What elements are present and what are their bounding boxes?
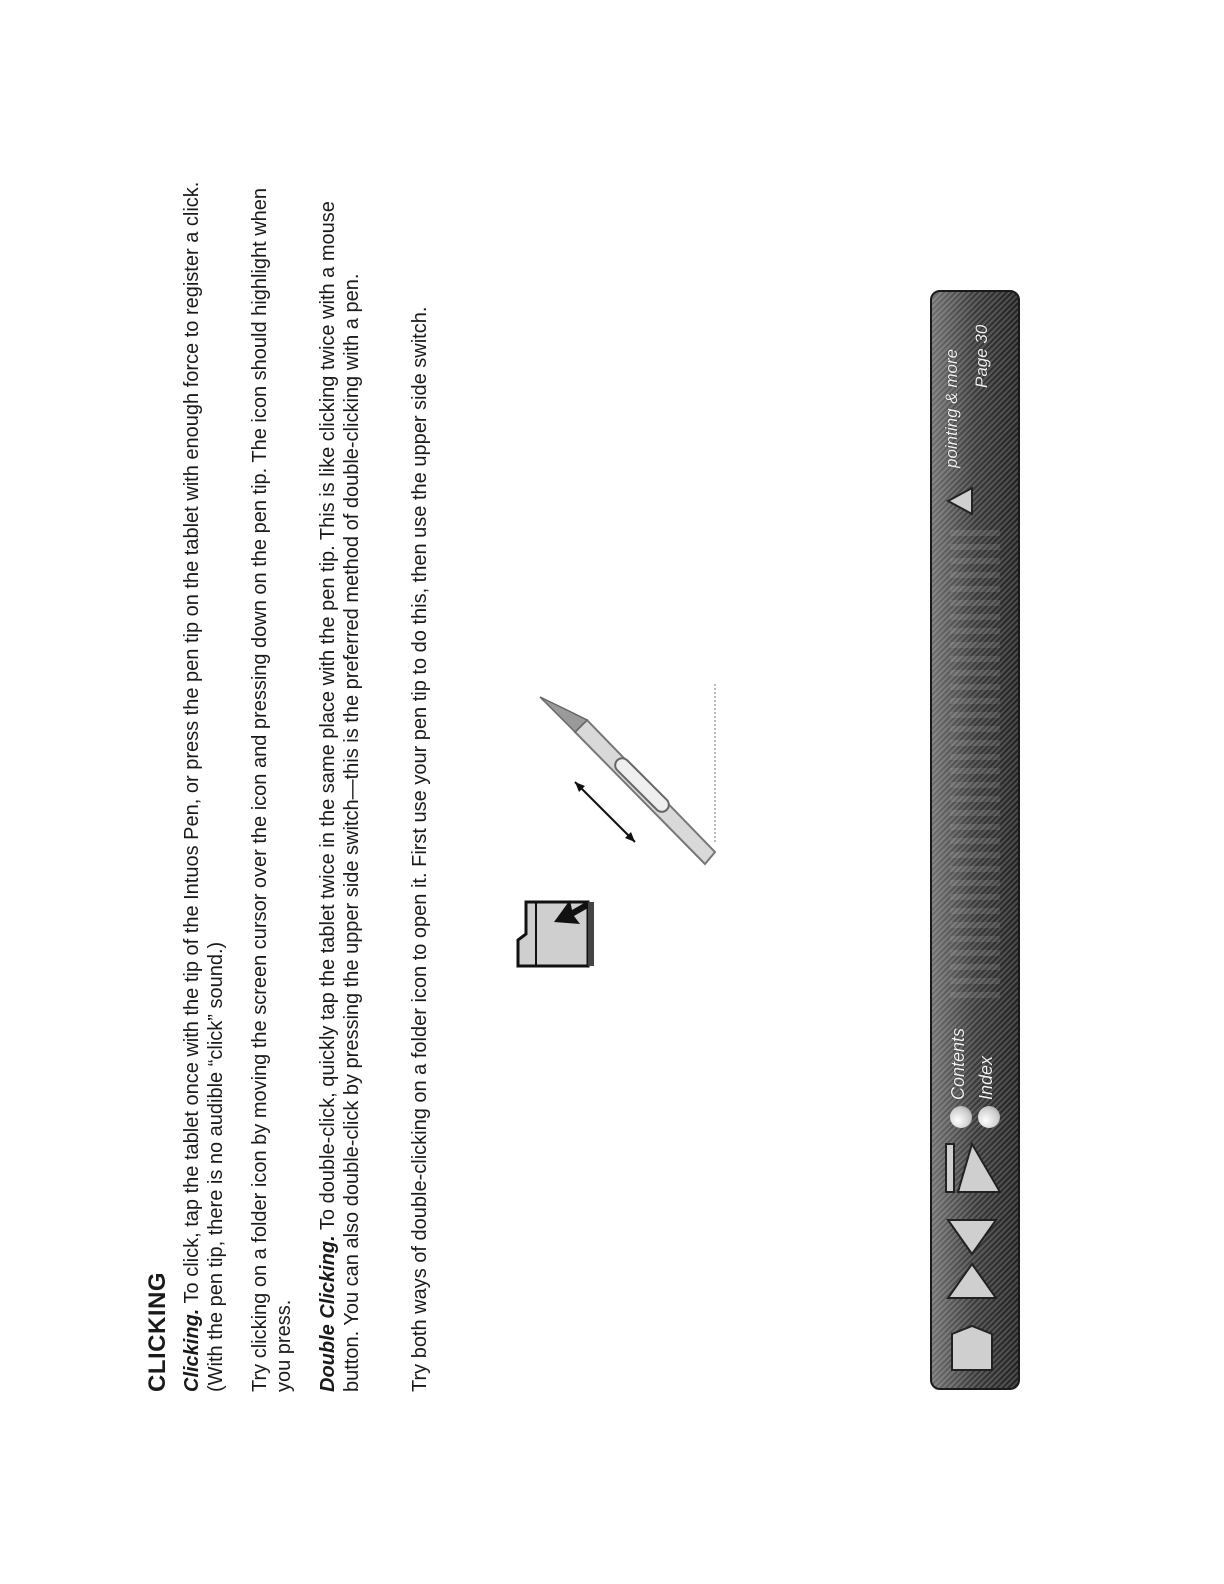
paragraph-lead: Double Clicking. <box>317 1235 339 1392</box>
page-number: Page 30 <box>972 324 991 388</box>
paragraph-double-clicking <box>316 152 364 1392</box>
pen-icon <box>515 672 725 882</box>
paragraph-text: To click, tap the tablet once with the tip of the Intuos Pen, or press the pen tip on the tablet with enough force to register a click. (With the pen tip, there is no audible “click” sound.) <box>181 181 227 1392</box>
navbar-texture <box>950 528 1000 998</box>
next-page-icon[interactable] <box>944 1216 1000 1258</box>
previous-page-icon[interactable] <box>944 1260 1000 1302</box>
contents-bullet-icon <box>950 1106 972 1128</box>
back-icon[interactable] <box>942 1140 1004 1196</box>
rotated-page <box>140 164 1020 1392</box>
section-label: pointing & more <box>942 348 961 468</box>
paragraph-text: Try both ways of double-clicking on a folder icon to open it. First use your pen tip to do this, then use the upper side switch. <box>409 306 431 1392</box>
paragraph-text: To double-click, quickly tap the tablet twice in the same place with the pen tip. This is like clicking twice with a mouse button. You can also double-click by pressing the upper side switch—this is the preferred method of double-clicking with a pen. <box>317 201 363 1392</box>
paragraph-text: Try clicking on a folder icon by moving the screen cursor over the icon and pressing down on the pen tip. The icon should highlight when you press. <box>249 187 295 1392</box>
home-icon[interactable] <box>944 1322 998 1374</box>
paragraph-clicking <box>180 152 228 1392</box>
index-bullet-icon <box>978 1106 1000 1128</box>
navigation-bar <box>930 290 1020 1390</box>
double-arrow-icon <box>575 782 635 842</box>
index-link[interactable]: Index <box>976 1055 996 1100</box>
paragraph-try-clicking <box>248 152 296 1392</box>
paragraph-try-both <box>408 152 432 1392</box>
up-icon[interactable] <box>946 486 974 516</box>
contents-link[interactable]: Contents <box>948 1027 968 1100</box>
page-title: CLICKING <box>144 1272 171 1392</box>
folder-icon[interactable] <box>510 876 606 972</box>
paragraph-lead: Clicking. <box>181 1308 203 1392</box>
